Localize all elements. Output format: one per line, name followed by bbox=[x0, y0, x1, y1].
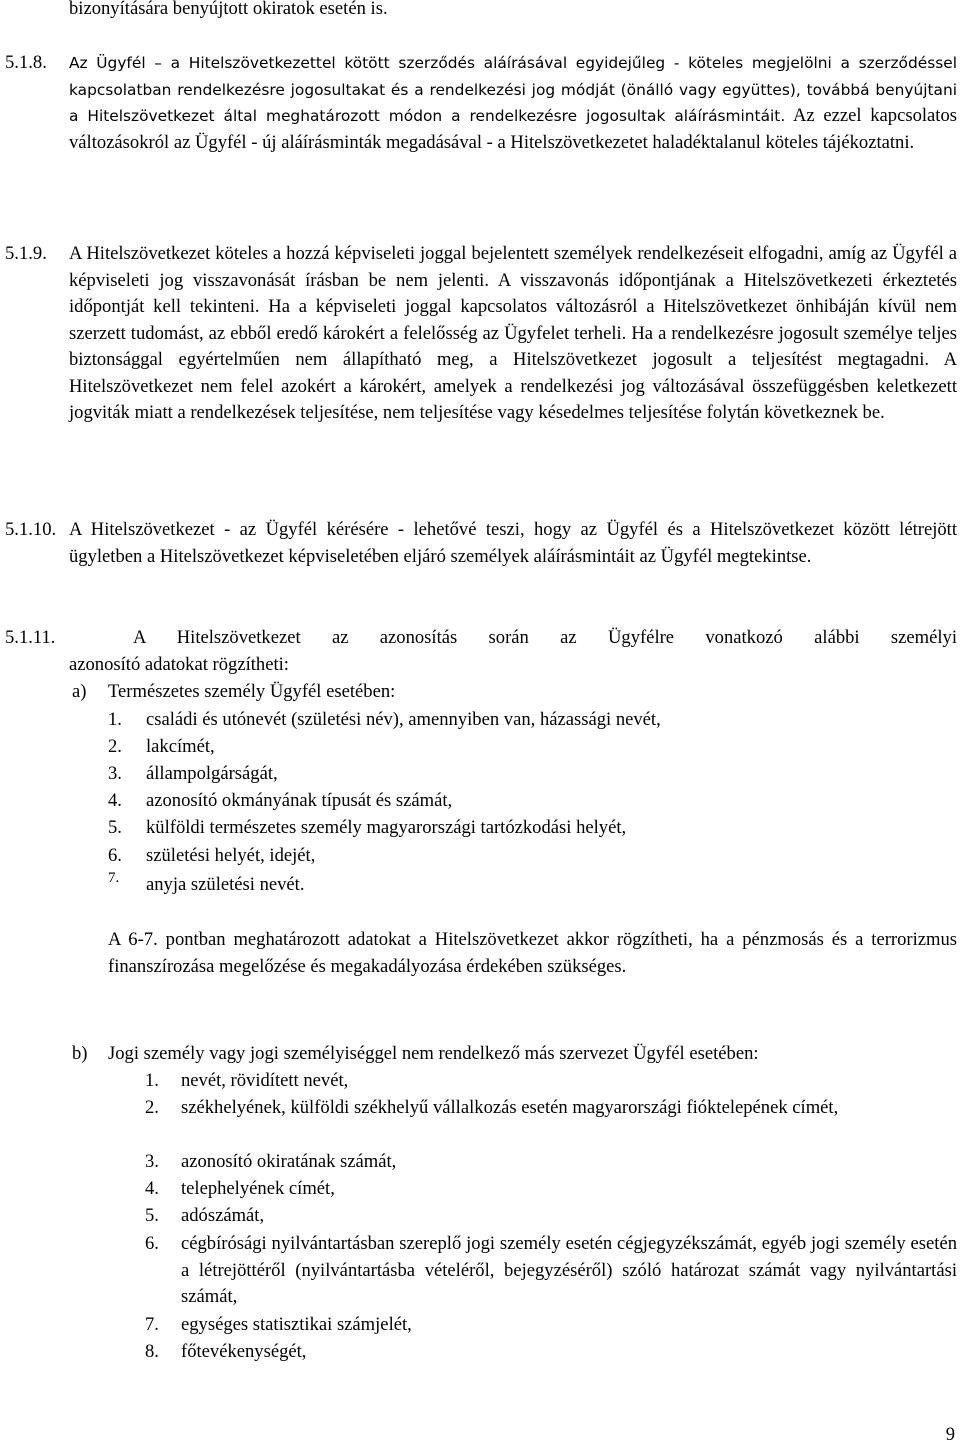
item-number: 4. bbox=[108, 790, 122, 811]
item-text: anyja születési nevét. bbox=[146, 874, 305, 895]
section-text-part1: Az Ügyfél – a Hitelszövetkezettel kötött szerződés aláírásával egyidejűleg - köteles megjelölni a szerződéssel kapcsolatban rendelkezésre jogosultakat és a rendelkezési jog módját (önálló vagy együttes), továbbá benyújtani a Hitelszövetkezet által meghatározott módon a rendelkezésre jogosultak aláírásmintáit. bbox=[69, 54, 957, 125]
intro-line: bizonyítására benyújtott okiratok esetén is. bbox=[69, 0, 388, 19]
subsection-b-title: Jogi személy vagy jogi személyiséggel nem rendelkező más szervezet Ügyfél esetében: bbox=[108, 1043, 759, 1064]
item-text: nevét, rövidített nevét, bbox=[181, 1070, 349, 1091]
section-number: 5.1.8. bbox=[5, 52, 47, 73]
item-number: 7. bbox=[108, 870, 120, 886]
section-number: 5.1.9. bbox=[5, 243, 47, 264]
item-number: 2. bbox=[108, 736, 122, 757]
item-text: adószámát, bbox=[181, 1205, 265, 1226]
section-number: 5.1.11. bbox=[5, 627, 56, 648]
section-body: A Hitelszövetkezet - az Ügyfél kérésére - lehetővé teszi, hogy az Ügyfél és a Hitelszövetkezet között létrejött ügyletben a Hitelszövetkezet képviseletében eljáró személyek aláírásmintáit az Ügyfél megtekintse. bbox=[69, 519, 957, 567]
subsection-a-note: A 6-7. pontban meghatározott adatokat a Hitelszövetkezet akkor rögzítheti, ha a pénzmosás és a terrorizmus finanszírozása megelőzése és megakadályozása érdekében szükséges. bbox=[108, 929, 957, 977]
item-number: 6. bbox=[145, 1233, 159, 1254]
section-5-1-8 bbox=[5, 50, 958, 156]
section-body bbox=[69, 50, 957, 156]
section-number: 5.1.10. bbox=[5, 519, 57, 540]
item-text: családi és utónevét (születési név), amennyiben van, házassági nevét, bbox=[146, 709, 661, 730]
subsection-a-label: a) bbox=[72, 681, 87, 702]
item-number: 7. bbox=[145, 1314, 159, 1335]
item-text: telephelyének címét, bbox=[181, 1178, 335, 1199]
subsection-b-label: b) bbox=[72, 1043, 88, 1064]
item-number: 3. bbox=[108, 763, 122, 784]
item-text: állampolgárságát, bbox=[146, 763, 278, 784]
item-text: külföldi természetes személy magyarországi tartózkodási helyét, bbox=[146, 817, 627, 838]
section-text-part2: Az ezzel kapcsolatos változásokról az Ügyfél - új aláírásminták megadásával - a Hitelszövetkezetet haladéktalanul köteles tájékoztatni. bbox=[69, 105, 958, 153]
item-text: azonosító okiratának számát, bbox=[181, 1151, 397, 1172]
item-text: székhelyének, külföldi székhelyű vállalkozás esetén magyarországi fióktelepének címét, bbox=[181, 1097, 839, 1118]
item-number: 2. bbox=[145, 1097, 159, 1118]
section-5-1-9 bbox=[5, 241, 957, 427]
item-text: születési helyét, idejét, bbox=[146, 845, 316, 866]
item-text: lakcímét, bbox=[146, 736, 215, 757]
page-number: 9 bbox=[945, 1424, 955, 1445]
item-number: 3. bbox=[145, 1151, 159, 1172]
subsection-a-title: Természetes személy Ügyfél esetében: bbox=[108, 681, 396, 702]
item-number: 8. bbox=[145, 1341, 159, 1362]
item-number: 4. bbox=[145, 1178, 159, 1199]
item-text: főtevékenységét, bbox=[181, 1341, 307, 1362]
item-text: egységes statisztikai számjelét, bbox=[181, 1314, 412, 1335]
item-number: 5. bbox=[145, 1205, 159, 1226]
item-number: 1. bbox=[145, 1070, 159, 1091]
item-text: azonosító okmányának típusát és számát, bbox=[146, 790, 453, 811]
section-intro-line1: A Hitelszövetkezet az azonosítás során az Ügyfélre vonatkozó alábbi személyi bbox=[133, 627, 957, 648]
item-number: 5. bbox=[108, 817, 122, 838]
section-body: A Hitelszövetkezet köteles a hozzá képviseleti joggal bejelentett személyek rendelkezéseit elfogadni, amíg az Ügyfél a képviseleti jog visszavonását írásban be nem jelenti. A visszavonás időpontjának a Hitelszövetkezeti érkeztetés időpontját kell tekinteni. Ha a képviseleti joggal kapcsolatos változásról a Hitelszövetkezet önhibáján kívül nem szerzett tudomást, az ebből eredő károkért a felelősség az Ügyfelet terheli. Ha a rendelkezésre jogosult személye teljes biztonsággal egyértelműen nem állapítható meg, a Hitelszövetkezet jogosult a teljesítést megtagadni. A Hitelszövetkezet nem felel azokért a károkért, amelyek a rendelkezési jog változásával összefüggésben keletkezett jogviták miatt a rendelkezések teljesítése, nem teljesítése vagy késedelmes teljesítése folytán következnek be. bbox=[69, 243, 957, 423]
section-5-1-10 bbox=[5, 517, 957, 570]
section-intro-line2: azonosító adatokat rögzítheti: bbox=[69, 654, 289, 675]
item-number: 6. bbox=[108, 845, 122, 866]
item-number: 1. bbox=[108, 709, 122, 730]
item-text: cégbírósági nyilvántartásban szereplő jogi személy esetén cégjegyzékszámát, egyéb jogi személy esetén a létrejöttéről (nyilvántartásba vételéről, bejegyzéséről) szóló határozat számát vagy nyilvántartási számát, bbox=[181, 1233, 957, 1307]
